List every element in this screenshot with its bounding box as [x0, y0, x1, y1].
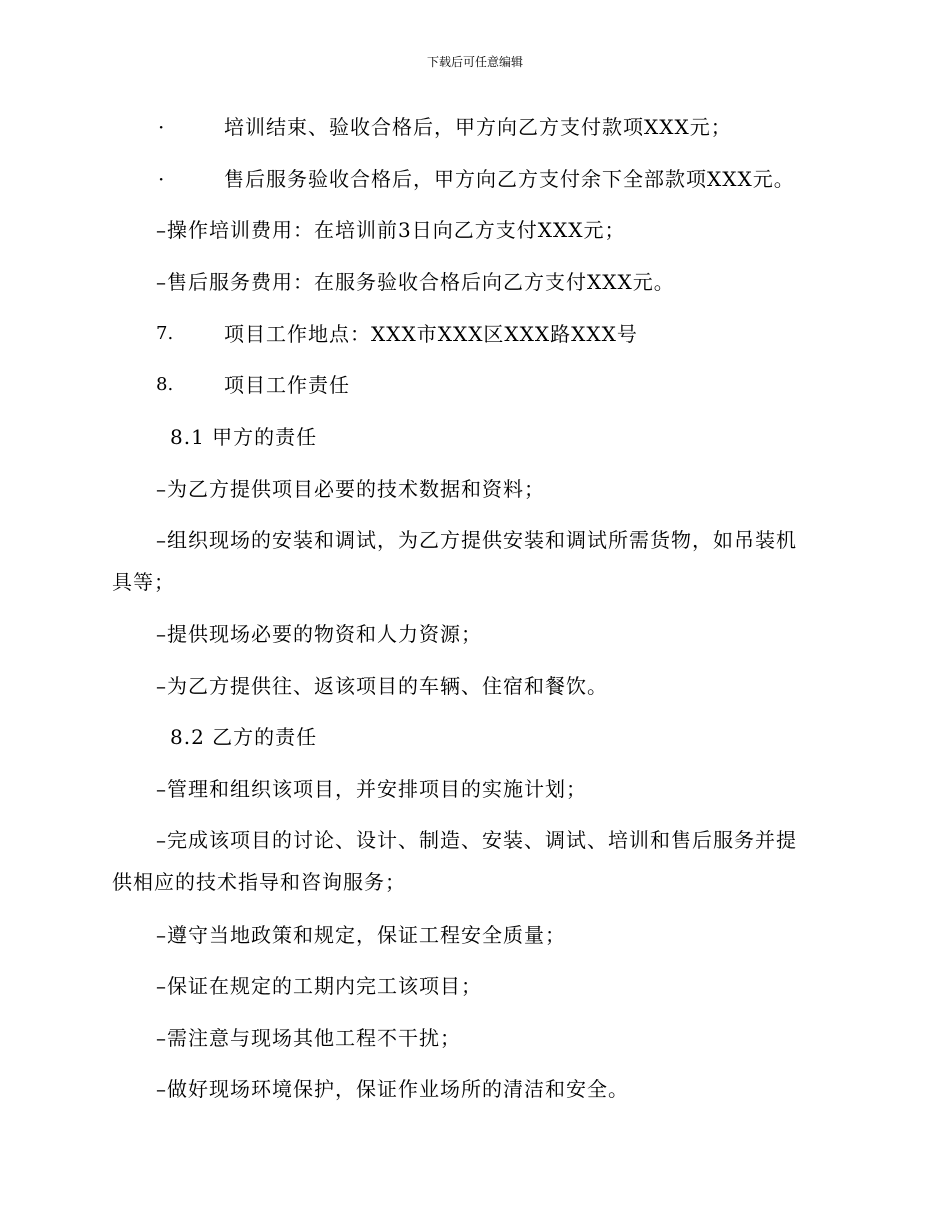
party-b-item: –管理和组织该项目，并安排项目的实施计划； [156, 777, 587, 801]
training-fee-line: –操作培训费用：在培训前3日向乙方支付XXX元； [156, 218, 626, 242]
bullet-marker: · [158, 167, 165, 191]
work-location-line: 项目工作地点：XXX市XXX区XXX路XXX号 [224, 322, 638, 346]
service-fee-line: –售后服务费用：在服务验收合格后向乙方支付XXX元。 [156, 270, 675, 294]
work-responsibility-heading: 项目工作责任 [224, 373, 350, 397]
page-header: 下载后可任意编辑 [426, 55, 523, 69]
payment-training-line: 培训结束、验收合格后，甲方向乙方支付款项XXX元； [224, 115, 732, 139]
party-a-item: –提供现场必要的物资和人力资源； [156, 622, 482, 646]
party-a-item-continued: 具等； [112, 570, 175, 594]
payment-aftersales-line: 售后服务验收合格后，甲方向乙方支付余下全部款项XXX元。 [224, 167, 795, 191]
party-b-heading: 8.2 乙方的责任 [170, 725, 318, 749]
party-b-item: –需注意与现场其他工程不干扰； [156, 1026, 461, 1050]
party-a-heading: 8.1 甲方的责任 [170, 425, 318, 449]
section-number-7: 7. [156, 323, 174, 344]
party-b-item: –保证在规定的工期内完工该项目； [156, 974, 482, 998]
party-b-item-continued: 供相应的技术指导和咨询服务； [112, 870, 406, 894]
party-a-item: –组织现场的安装和调试，为乙方提供安装和调试所需货物，如吊装机 [156, 528, 797, 552]
bullet-marker: · [158, 115, 165, 139]
party-b-item: –完成该项目的讨论、设计、制造、安装、调试、培训和售后服务并提 [156, 828, 797, 852]
party-b-item: –做好现场环境保护，保证作业场所的清洁和安全。 [156, 1077, 629, 1101]
party-a-item: –为乙方提供往、返该项目的车辆、住宿和餐饮。 [156, 674, 608, 698]
party-a-item: –为乙方提供项目必要的技术数据和资料； [156, 477, 545, 501]
party-b-item: –遵守当地政策和规定，保证工程安全质量； [156, 923, 566, 947]
section-number-8: 8. [156, 374, 174, 395]
